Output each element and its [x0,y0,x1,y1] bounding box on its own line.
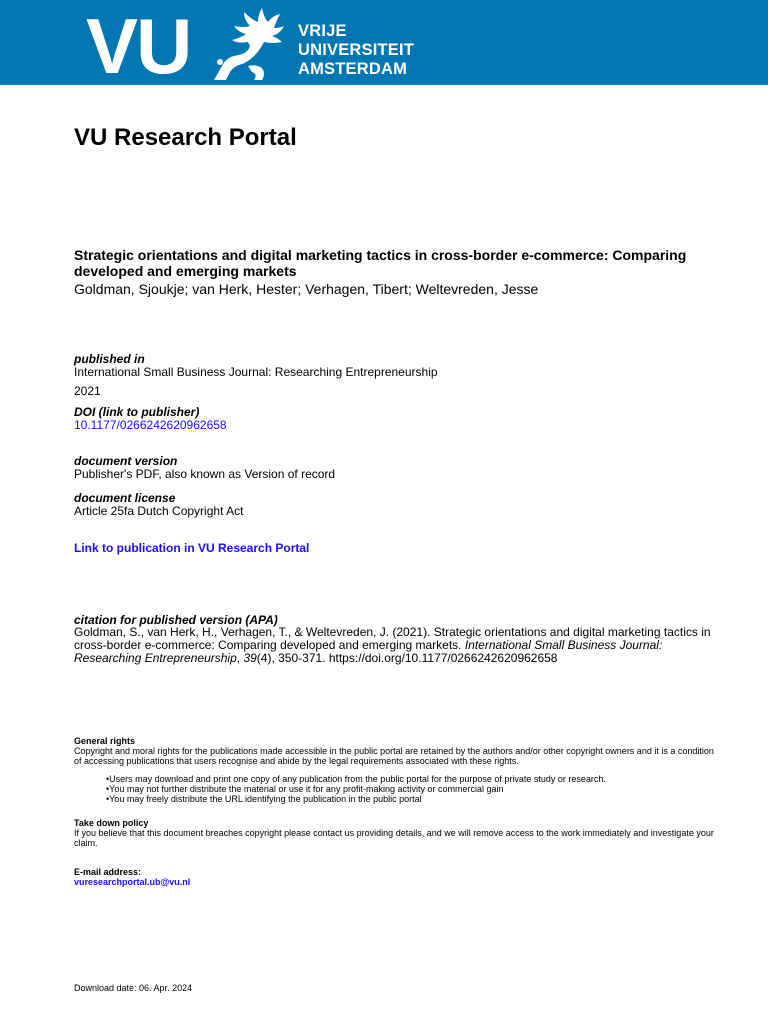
takedown-heading: Take down policy [74,818,149,828]
doi-label: DOI (link to publisher) [74,405,200,419]
journal-name: International Small Business Journal: Researching Entrepreneurship [74,365,438,379]
citation-volume: 39 [243,651,257,665]
version-block [74,455,335,481]
publication-authors: Goldman, Sjoukje; van Herk, Hester; Verhagen, Tibert; Weltevreden, Jesse [74,281,539,297]
citation-part: (4), 350-371. https://doi.org/10.1177/0266242620962658 [256,651,558,665]
takedown-text: If you believe that this document breaches copyright please contact us providing details, and we will remove access to the work immediately and investigate your claim. [74,828,714,848]
rights-bullets [74,774,722,804]
citation-separator: , [236,651,244,665]
logo-line: UNIVERSITEIT [298,41,415,59]
citation-part: Goldman, S., van Herk, H., Verhagen, T., & Weltevreden, J. (2021). Strategic orientations and digital marketing tactics in cross-border e-commerce: Comparing developed and emerging markets. [74,625,711,652]
rights-bullet: • You may freely distribute the URL identifying the publication in the public portal [74,794,722,804]
email-link[interactable]: vuresearchportal.ub@vu.nl [74,877,191,887]
published-in-label: published in [74,352,145,366]
griffin-icon [208,4,286,82]
email-block [74,867,722,887]
rights-bullet: • You may not further distribute the material or use it for any profit-making activity or commercial gain [74,784,722,794]
logo-line: AMSTERDAM [298,60,408,78]
rights-heading: General rights [74,736,136,746]
year: 2021 [74,384,101,398]
publication-title: Strategic orientations and digital marketing tactics in cross-border e-commerce: Comparing developed and emerging markets [74,247,687,279]
license-label: document license [74,491,176,505]
logo-line: VRIJE [298,22,347,40]
doi-link[interactable]: 10.1177/0266242620962658 [74,418,227,432]
logo-wordmark [298,22,414,79]
version-label: document version [74,454,178,468]
logo-letters: VU [86,2,191,90]
published-in-block [74,353,438,379]
version-value: Publisher's PDF, also known as Version of record [74,467,336,481]
license-value: Article 25fa Dutch Copyright Act [74,504,244,518]
citation-journal: International Small Business Journal: Researching Entrepreneurship [74,638,663,665]
general-rights [74,736,722,766]
takedown-policy [74,818,722,848]
portal-link[interactable]: Link to publication in VU Research Portal [74,541,310,555]
citation-label: citation for published version (APA) [74,613,278,627]
rights-text: Copyright and moral rights for the publications made accessible in the public portal are retained by the authors and/or other copyright owners and it is a condition of accessing publications that users recognise and abide by the legal requirements associated with these rights. [74,746,714,766]
page-title: VU Research Portal [74,124,297,151]
citation-text [74,626,714,665]
rights-bullet: • Users may download and print one copy of any publication from the public portal for the purpose of private study or research. [74,774,722,784]
email-heading: E-mail address: [74,867,142,877]
doi-block [74,406,227,432]
license-block [74,492,243,518]
download-date: Download date: 06. Apr. 2024 [74,983,193,993]
header-banner [0,0,768,90]
